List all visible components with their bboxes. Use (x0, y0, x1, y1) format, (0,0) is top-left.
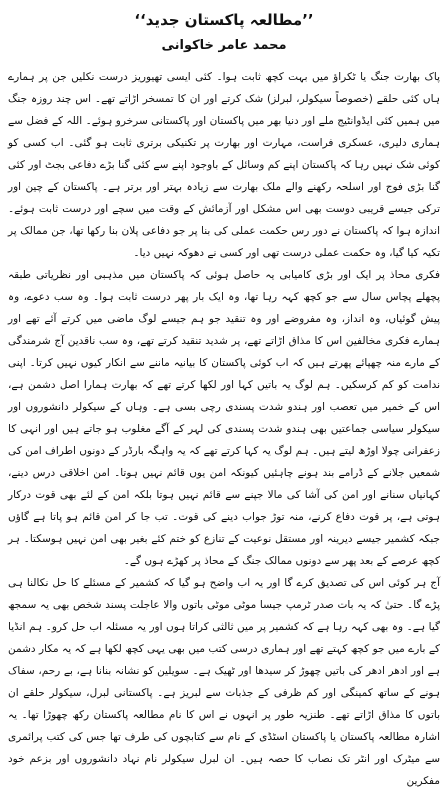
article-paragraph: پاک بھارت جنگ یا ٹکراؤ میں بہت کچھ ثابت ہوا۔ کئی ایسی تھیوریز درست نکلیں جن پر ہمارے ہاں کئی حلقے (خصوصاً سیکولر، لبرلز) شک کرتے اور ان کا تمسخر اڑاتے تھے۔ اس چند روزہ جنگ میں ہمیں کئی ایڈوانٹیج ملے اور دنیا بھر میں پاکستان اور پاکستانی سرخرو ہوئے۔ اللہ کے فضل سے ہماری دلیری، عسکری فراست، مہارت اور بھارت پر تکنیکی برتری ثابت ہو گئی۔ اب کسی کو کوئی شک نہیں رہا کہ پاکستان اپنے کم وسائل کے باوجود اپنے سے کئی گنا بڑے دفاعی بجٹ اور کئی گنا بڑی فوج اور اسلحہ رکھنے والے ملک بھارت سے زیادہ بہتر اور برتر ہے۔ پاکستان کے چین اور ترکی جیسے قریبی دوست بھی اس مشکل اور آزمائش کے وقت میں سچے اور درست ثابت ہوئے۔ اندازہ ہوا کہ پاکستان نے دور رس حکمت عملی کی بنا پر جو دفاعی پلان بنا رکھا تھا، جن ممالک پر تکیہ کیا گیا، وہ حکمت عملی درست تھی اور کسی نے دھوکہ نہیں دیا۔ (8, 71, 440, 259)
article-body (8, 66, 440, 792)
article-author: محمد عامر خاکوانی (161, 38, 287, 53)
article-paragraph: فکری محاذ پر ایک اور بڑی کامیابی یہ حاصل ہوئی کہ پاکستان میں مذہبی اور نظریاتی طبقہ پچھلے پچاس سال سے جو کچھ کہہ رہا تھا، وہ ایک بار پھر درست ثابت ہوا۔ وہ سب دعوے، وہ پیش گوئیاں، وہ انداز، وہ مفروضے اور وہ تنقید جو ہم جیسے لوگ ماضی میں کرتے آئے تھے اور ہمارے فکری مخالفین اس کا مذاق اڑاتے تھے، پر شدید تنقید کرتے تھے، وہ سب ناقدین آج شرمندگی کے مارے منہ چھپائے پھرتے ہیں کہ اب کوئی پاکستان کا بیانیہ ماننے سے انکار کیوں نہیں کرتا۔ اپنی ندامت کو کم کرسکیں۔ ہم لوگ یہ باتیں کہا اور لکھا کرتے تھے کہ بھارت ہمارا اصل دشمن ہے، اس کے خمیر میں تعصب اور ہندو شدت پسندی رچی بسی ہے۔ وہاں کے سیکولر دانشوروں اور سیکولر سیاسی جماعتیں بھی ہندو شدت پسندی کی لہر کے آگے مغلوب ہو جاتے ہیں اور انہی کا زعفرانی چولا اوڑھ لیتے ہیں۔ ہم لوگ یہ کہا کرتے تھے کہ یہ واہگہ بارڈر کے دونوں اطراف امن کی شمعیں جلانے کے ڈرامے بند ہونے چاہئیں کیونکہ امن یوں قائم نہیں ہوتا۔ امن اخلاقی درس دینے، کہانیاں سنانے اور امن کی آشا کی مالا جپنے سے قائم نہیں ہوتا بلکہ امن کے لئے بھی قوت درکار ہوتی ہے، پر قوت دفاع کرنے، منہ توڑ جواب دینے کی قوت۔ تب جا کر امن قائم ہو پاتا ہے گاؤں جبکہ کشمیر جیسے دیرینہ اور مستقل نوعیت کے تنازع کو ختم کئے بغیر بھی امن نہیں ہوسکتا۔ ہر کچھ عرصے کے بعد پھر سے دونوں ممالک جنگ کے محاذ پر کھڑے ہوں گے۔ (8, 269, 440, 567)
article-title: ’’مطالعہ پاکستان جدید‘‘ (134, 11, 314, 29)
article-paragraph: آج ہر کوئی اس کی تصدیق کرے گا اور یہ اب واضح ہو گیا کہ کشمیر کے مسئلے کا حل نکالنا ہی پڑے گا۔ حتیٰ کہ یہ بات صدر ٹرمپ جیسا موٹی موٹی باتوں والا عاجلت پسند شخص بھی یہ سمجھ گیا ہے۔ وہ بھی کہہ رہا ہے کہ کشمیر پر میں ثالثی کراتا ہوں اور یہ مسئلہ اب حل کرو۔ ہم انڈیا کے بارے میں جو کچھ کہتے تھے اور ہماری درسی کتب میں بھی یہی کچھ لکھا ہے کہ یہ مکار دشمن ہے اور ادھر ادھر کی باتیں چھوڑ کر سیدھا اور ٹھیک ہے۔ سویلین کو نشانہ بنانا ہے، بے رحم، سفاک ہونے کے ساتھ کمینگی اور کم ظرفی کے جذبات سے لبریز ہے۔ پاکستانی لبرل، سیکولر حلقے ان باتوں کا مذاق اڑاتے تھے۔ طنزیہ طور پر انہوں نے اس کا نام مطالعہ پاکستان رکھ چھوڑا تھا۔ یہ اشارہ مطالعہ پاکستان یا پاکستان اسٹڈی کے نام سے کتابچوں کی طرف تھا جس کی کتب پرائمری سے میٹرک اور انٹر تک نصاب کا حصہ ہیں۔ ان لبرل سیکولر نام نہاد دانشوروں اور بزعم خود مفکرین (8, 577, 440, 787)
